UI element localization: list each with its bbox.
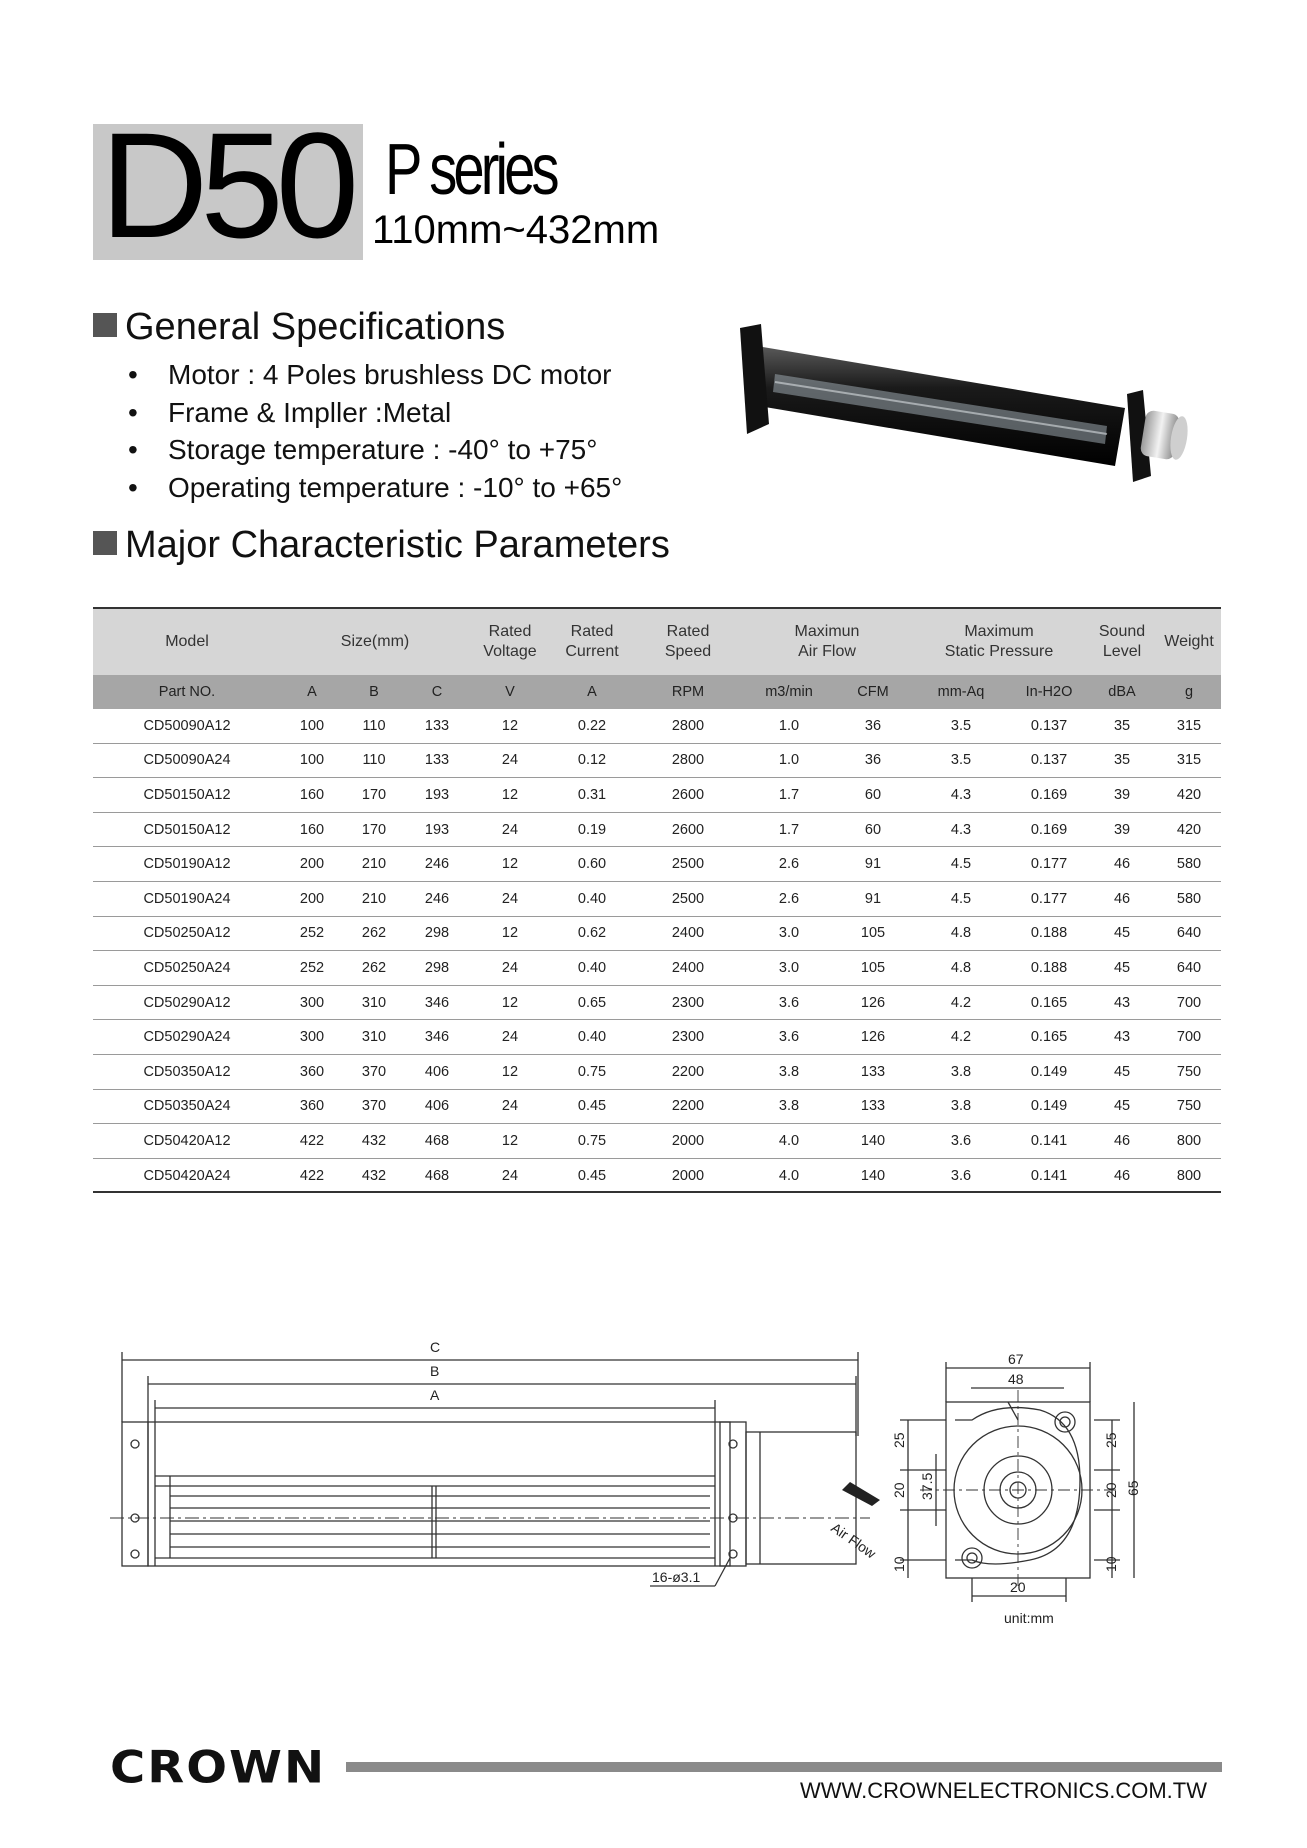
table-cell: 46 xyxy=(1087,1158,1157,1193)
table-row xyxy=(93,951,1221,986)
table-cell: 2.6 xyxy=(743,847,835,882)
table-cell: 0.141 xyxy=(1011,1158,1087,1193)
table-cell: 200 xyxy=(281,847,343,882)
table-cell: 24 xyxy=(469,1020,551,1055)
table-cell: 46 xyxy=(1087,1124,1157,1159)
side-view-drawing xyxy=(110,1318,879,1608)
table-cell: 750 xyxy=(1157,1054,1221,1089)
part-number-cell: CD50290A12 xyxy=(93,985,281,1020)
table-cell: 262 xyxy=(343,951,405,986)
dim-25-right: 25 xyxy=(1103,1432,1119,1448)
col-rated-voltage: Rated Voltage xyxy=(483,623,537,660)
table-cell: 0.40 xyxy=(551,951,633,986)
spec-list xyxy=(128,356,622,506)
table-cell: 45 xyxy=(1087,951,1157,986)
table-cell: 315 xyxy=(1157,743,1221,778)
table-cell: 0.45 xyxy=(551,1158,633,1193)
table-cell: 110 xyxy=(343,743,405,778)
table-row xyxy=(93,743,1221,778)
spec-item: • Frame & Impller :Metal xyxy=(128,394,622,432)
table-cell: 43 xyxy=(1087,985,1157,1020)
square-bullet-icon xyxy=(93,531,117,555)
dim-25-left: 25 xyxy=(891,1432,907,1448)
table-cell: 2800 xyxy=(633,709,743,743)
table-cell: 105 xyxy=(835,916,911,951)
crown-logo: CROWN xyxy=(110,1742,327,1794)
dim-37-5: 37.5 xyxy=(919,1472,935,1500)
table-cell: 200 xyxy=(281,881,343,916)
table-cell: 3.8 xyxy=(743,1054,835,1089)
table-cell: 246 xyxy=(405,847,469,882)
table-cell: 700 xyxy=(1157,985,1221,1020)
col-rated-speed: Rated Speed xyxy=(664,623,712,660)
table-cell: 640 xyxy=(1157,916,1221,951)
table-cell: 3.5 xyxy=(911,709,1011,743)
table-cell: 315 xyxy=(1157,709,1221,743)
table-cell: 580 xyxy=(1157,847,1221,882)
table-cell: 0.177 xyxy=(1011,881,1087,916)
series-title: P series xyxy=(385,130,556,210)
table-cell: 3.6 xyxy=(911,1158,1011,1193)
table-cell: 100 xyxy=(281,709,343,743)
table-row xyxy=(93,1054,1221,1089)
table-cell: 12 xyxy=(469,916,551,951)
col-rated-current: Rated Current xyxy=(565,623,619,660)
table-row xyxy=(93,847,1221,882)
table-cell: 193 xyxy=(405,778,469,813)
unit-cell: V xyxy=(505,684,515,700)
table-cell: 210 xyxy=(343,881,405,916)
table-cell: 432 xyxy=(343,1124,405,1159)
unit-cell: RPM xyxy=(671,684,705,700)
footer-rule xyxy=(346,1762,1222,1772)
table-cell: 3.0 xyxy=(743,916,835,951)
table-cell: 0.75 xyxy=(551,1054,633,1089)
part-number-cell: CD50150A12 xyxy=(93,812,281,847)
table-cell: 0.149 xyxy=(1011,1054,1087,1089)
table-cell: 4.3 xyxy=(911,812,1011,847)
table-cell: 160 xyxy=(281,812,343,847)
table-cell: 420 xyxy=(1157,812,1221,847)
dim-20-right: 20 xyxy=(1103,1482,1119,1498)
table-cell: 252 xyxy=(281,951,343,986)
table-cell: 24 xyxy=(469,1089,551,1124)
table-cell: 110 xyxy=(343,709,405,743)
unit-cell: m3/min xyxy=(765,684,813,700)
table-cell: 45 xyxy=(1087,916,1157,951)
table-cell: 3.6 xyxy=(743,985,835,1020)
table-cell: 3.8 xyxy=(911,1054,1011,1089)
table-cell: 12 xyxy=(469,1124,551,1159)
table-cell: 0.60 xyxy=(551,847,633,882)
table-cell: 91 xyxy=(835,881,911,916)
table-cell: 252 xyxy=(281,916,343,951)
table-row xyxy=(93,812,1221,847)
table-cell: 4.3 xyxy=(911,778,1011,813)
table-cell: 0.141 xyxy=(1011,1124,1087,1159)
table-cell: 360 xyxy=(281,1089,343,1124)
table-cell: 4.0 xyxy=(743,1158,835,1193)
table-cell: 2600 xyxy=(633,778,743,813)
table-cell: 12 xyxy=(469,847,551,882)
dim-48-label: 48 xyxy=(1008,1371,1024,1387)
end-view-drawing xyxy=(880,1350,1180,1640)
table-cell: 46 xyxy=(1087,881,1157,916)
table-cell: 0.22 xyxy=(551,709,633,743)
square-bullet-icon xyxy=(93,313,117,337)
table-cell: 0.31 xyxy=(551,778,633,813)
table-row xyxy=(93,778,1221,813)
table-cell: 0.65 xyxy=(551,985,633,1020)
table-cell: 24 xyxy=(469,812,551,847)
table-cell: 0.137 xyxy=(1011,709,1087,743)
table-cell: 193 xyxy=(405,812,469,847)
table-cell: 126 xyxy=(835,1020,911,1055)
table-cell: 4.0 xyxy=(743,1124,835,1159)
table-cell: 133 xyxy=(835,1054,911,1089)
part-number-cell: CD50350A12 xyxy=(93,1054,281,1089)
table-cell: 2300 xyxy=(633,985,743,1020)
table-cell: 0.75 xyxy=(551,1124,633,1159)
table-cell: 12 xyxy=(469,709,551,743)
table-cell: 700 xyxy=(1157,1020,1221,1055)
table-cell: 12 xyxy=(469,778,551,813)
table-row xyxy=(93,916,1221,951)
table-cell: 370 xyxy=(343,1089,405,1124)
fan-product-image xyxy=(735,316,1195,486)
table-cell: 133 xyxy=(405,743,469,778)
parameters-heading: Major Characteristic Parameters xyxy=(93,524,670,566)
table-cell: 406 xyxy=(405,1054,469,1089)
table-row xyxy=(93,881,1221,916)
air-flow-label: Air Flow xyxy=(828,1519,879,1562)
hole-note: 16-ø3.1 xyxy=(652,1569,701,1585)
spec-item: • Storage temperature : -40° to +75° xyxy=(128,431,622,469)
table-cell: 310 xyxy=(343,985,405,1020)
table-cell: 3.8 xyxy=(911,1089,1011,1124)
table-cell: 0.40 xyxy=(551,1020,633,1055)
part-number-cell: CD50350A24 xyxy=(93,1089,281,1124)
table-cell: 2200 xyxy=(633,1089,743,1124)
table-cell: 346 xyxy=(405,985,469,1020)
table-cell: 4.5 xyxy=(911,881,1011,916)
table-cell: 126 xyxy=(835,985,911,1020)
table-cell: 24 xyxy=(469,881,551,916)
table-cell: 4.2 xyxy=(911,985,1011,1020)
table-cell: 468 xyxy=(405,1158,469,1193)
table-cell: 750 xyxy=(1157,1089,1221,1124)
table-cell: 262 xyxy=(343,916,405,951)
table-cell: 12 xyxy=(469,985,551,1020)
table-cell: 360 xyxy=(281,1054,343,1089)
table-cell: 4.8 xyxy=(911,951,1011,986)
table-cell: 12 xyxy=(469,1054,551,1089)
table-cell: 3.8 xyxy=(743,1089,835,1124)
footer-url: WWW.CROWNELECTRONICS.COM.TW xyxy=(800,1778,1207,1803)
size-range: 110mm~432mm xyxy=(372,208,660,252)
table-cell: 2000 xyxy=(633,1124,743,1159)
table-cell: 170 xyxy=(343,778,405,813)
table-cell: 310 xyxy=(343,1020,405,1055)
dim-10-left: 10 xyxy=(891,1556,907,1572)
table-cell: 0.165 xyxy=(1011,1020,1087,1055)
table-cell: 0.169 xyxy=(1011,778,1087,813)
table-cell: 133 xyxy=(405,709,469,743)
table-cell: 4.5 xyxy=(911,847,1011,882)
table-cell: 170 xyxy=(343,812,405,847)
table-cell: 2500 xyxy=(633,881,743,916)
table-cell: 140 xyxy=(835,1158,911,1193)
table-units-row xyxy=(93,675,1221,709)
table-bottom-rule xyxy=(93,1191,1221,1193)
table-cell: 3.6 xyxy=(743,1020,835,1055)
unit-cell: In-H2O xyxy=(1025,684,1073,700)
table-cell: 43 xyxy=(1087,1020,1157,1055)
parameters-table xyxy=(93,609,1221,1193)
table-cell: 2800 xyxy=(633,743,743,778)
table-cell: 2500 xyxy=(633,847,743,882)
table-cell: 36 xyxy=(835,743,911,778)
col-size: Size(mm) xyxy=(340,633,410,650)
col-model: Model xyxy=(165,633,209,650)
dim-a-label: A xyxy=(430,1387,440,1403)
table-row xyxy=(93,1089,1221,1124)
table-row xyxy=(93,1158,1221,1193)
unit-cell: mm-Aq xyxy=(937,684,985,700)
table-cell: 298 xyxy=(405,916,469,951)
table-cell: 2200 xyxy=(633,1054,743,1089)
table-cell: 800 xyxy=(1157,1124,1221,1159)
unit-cell: g xyxy=(1184,684,1194,700)
table-cell: 800 xyxy=(1157,1158,1221,1193)
dim-10-right: 10 xyxy=(1103,1556,1119,1572)
model-title: D50 xyxy=(100,101,352,269)
table-cell: 35 xyxy=(1087,743,1157,778)
unit-cell: Part NO. xyxy=(158,684,216,700)
table-cell: 105 xyxy=(835,951,911,986)
dim-c-label: C xyxy=(430,1339,441,1355)
part-number-cell: CD50420A24 xyxy=(93,1158,281,1193)
table-cell: 3.6 xyxy=(911,1124,1011,1159)
table-cell: 24 xyxy=(469,1158,551,1193)
table-cell: 2300 xyxy=(633,1020,743,1055)
part-number-cell: CD50190A12 xyxy=(93,847,281,882)
unit-cell: B xyxy=(369,684,379,700)
dim-65: 65 xyxy=(1125,1480,1141,1496)
table-row xyxy=(93,709,1221,743)
table-cell: 2.6 xyxy=(743,881,835,916)
unit-cell: C xyxy=(431,684,443,700)
table-cell: 4.8 xyxy=(911,916,1011,951)
general-specs-heading: General Specifications xyxy=(93,306,505,348)
table-cell: 0.165 xyxy=(1011,985,1087,1020)
table-cell: 432 xyxy=(343,1158,405,1193)
table-cell: 24 xyxy=(469,743,551,778)
unit-cell: CFM xyxy=(857,684,889,700)
table-cell: 100 xyxy=(281,743,343,778)
table-cell: 3.5 xyxy=(911,743,1011,778)
table-cell: 36 xyxy=(835,709,911,743)
col-weight: Weight xyxy=(1164,633,1214,650)
table-cell: 0.40 xyxy=(551,881,633,916)
table-cell: 0.149 xyxy=(1011,1089,1087,1124)
table-cell: 160 xyxy=(281,778,343,813)
part-number-cell: CD50250A24 xyxy=(93,951,281,986)
table-body xyxy=(93,709,1221,1193)
part-number-cell: CD50150A12 xyxy=(93,778,281,813)
unit-cell: A xyxy=(587,684,597,700)
table-cell: 140 xyxy=(835,1124,911,1159)
table-cell: 60 xyxy=(835,812,911,847)
table-cell: 0.12 xyxy=(551,743,633,778)
table-cell: 39 xyxy=(1087,812,1157,847)
table-cell: 210 xyxy=(343,847,405,882)
table-cell: 370 xyxy=(343,1054,405,1089)
table-row xyxy=(93,1020,1221,1055)
table-cell: 300 xyxy=(281,1020,343,1055)
dim-20-bottom: 20 xyxy=(1010,1579,1026,1595)
spec-item: • Motor : 4 Poles brushless DC motor xyxy=(128,356,622,394)
table-cell: 39 xyxy=(1087,778,1157,813)
table-cell: 1.0 xyxy=(743,743,835,778)
table-cell: 91 xyxy=(835,847,911,882)
table-cell: 246 xyxy=(405,881,469,916)
unit-label: unit:mm xyxy=(1004,1610,1054,1626)
dim-20-left: 20 xyxy=(891,1482,907,1498)
spec-item: • Operating temperature : -10° to +65° xyxy=(128,469,622,507)
table-cell: 422 xyxy=(281,1158,343,1193)
table-cell: 1.7 xyxy=(743,778,835,813)
part-number-cell: CD50290A24 xyxy=(93,1020,281,1055)
table-cell: 0.137 xyxy=(1011,743,1087,778)
table-cell: 3.0 xyxy=(743,951,835,986)
table-cell: 45 xyxy=(1087,1089,1157,1124)
table-cell: 2600 xyxy=(633,812,743,847)
table-cell: 2400 xyxy=(633,916,743,951)
table-cell: 422 xyxy=(281,1124,343,1159)
part-number-cell: CD50090A12 xyxy=(93,709,281,743)
table-cell: 640 xyxy=(1157,951,1221,986)
unit-cell: dBA xyxy=(1108,684,1136,700)
col-air-flow: Maximun Air Flow xyxy=(794,623,860,660)
table-cell: 0.45 xyxy=(551,1089,633,1124)
table-cell: 24 xyxy=(469,951,551,986)
part-number-cell: CD50090A24 xyxy=(93,743,281,778)
table-cell: 346 xyxy=(405,1020,469,1055)
table-cell: 60 xyxy=(835,778,911,813)
table-cell: 45 xyxy=(1087,1054,1157,1089)
part-number-cell: CD50250A12 xyxy=(93,916,281,951)
table-header-row xyxy=(93,609,1221,675)
col-sound-level: Sound Level xyxy=(1098,623,1146,660)
table-cell: 0.169 xyxy=(1011,812,1087,847)
table-cell: 46 xyxy=(1087,847,1157,882)
table-cell: 298 xyxy=(405,951,469,986)
table-cell: 4.2 xyxy=(911,1020,1011,1055)
part-number-cell: CD50420A12 xyxy=(93,1124,281,1159)
part-number-cell: CD50190A24 xyxy=(93,881,281,916)
dim-67-label: 67 xyxy=(1008,1351,1024,1367)
table-cell: 35 xyxy=(1087,709,1157,743)
table-cell: 0.188 xyxy=(1011,916,1087,951)
table-cell: 2400 xyxy=(633,951,743,986)
table-cell: 420 xyxy=(1157,778,1221,813)
table-cell: 406 xyxy=(405,1089,469,1124)
dim-b-label: B xyxy=(430,1363,440,1379)
table-cell: 2000 xyxy=(633,1158,743,1193)
table-row xyxy=(93,985,1221,1020)
table-cell: 0.62 xyxy=(551,916,633,951)
table-cell: 580 xyxy=(1157,881,1221,916)
table-cell: 0.19 xyxy=(551,812,633,847)
table-cell: 300 xyxy=(281,985,343,1020)
table-cell: 133 xyxy=(835,1089,911,1124)
table-cell: 0.188 xyxy=(1011,951,1087,986)
table-cell: 468 xyxy=(405,1124,469,1159)
table-cell: 1.7 xyxy=(743,812,835,847)
col-static-pressure: Maximum Static Pressure xyxy=(944,623,1054,660)
table-cell: 1.0 xyxy=(743,709,835,743)
unit-cell: A xyxy=(307,684,317,700)
table-row xyxy=(93,1124,1221,1159)
table-cell: 0.177 xyxy=(1011,847,1087,882)
